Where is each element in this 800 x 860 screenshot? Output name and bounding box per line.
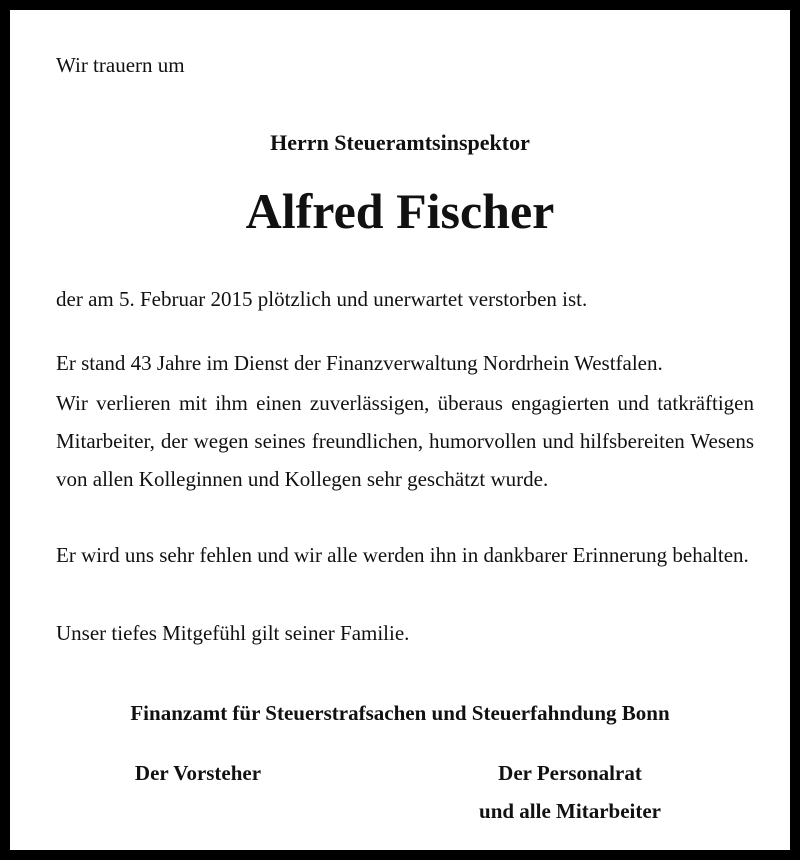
signature-staff-council: [450, 754, 690, 830]
signature-staff-council-line2: und alle Mitarbeiter: [479, 799, 661, 823]
death-date-line: der am 5. Februar 2015 plötzlich und unerwartet verstorben ist.: [56, 287, 588, 311]
organization-name: Finanzamt für Steuerstrafsachen und Steuerfahndung Bonn: [130, 701, 670, 725]
condolence-paragraph: Unser tiefes Mitgefühl gilt seiner Familie.: [56, 621, 410, 645]
service-line: Er stand 43 Jahre im Dienst der Finanzverwaltung Nordrhein Westfalen.: [56, 351, 663, 375]
signature-director: Der Vorsteher: [134, 761, 262, 785]
farewell-paragraph: Er wird uns sehr fehlen und wir alle werden ihn in dankbarer Erinnerung behalten.: [56, 543, 749, 567]
signature-staff-council-line1: Der Personalrat: [498, 761, 642, 785]
tribute-paragraph: Wir verlieren mit ihm einen zuverlässigen, überaus engagierten und tatkräftigen Mitarbeiter, der wegen seines freundlichen, humorvollen und hilfsbereiten Wesens von allen Kolleginnen und Kollegen sehr geschätzt wurde.: [56, 391, 754, 491]
deceased-name: Alfred Fischer: [245, 183, 555, 239]
deceased-title: Herrn Steueramtsinspektor: [270, 130, 530, 155]
intro-text: Wir trauern um: [56, 53, 185, 77]
